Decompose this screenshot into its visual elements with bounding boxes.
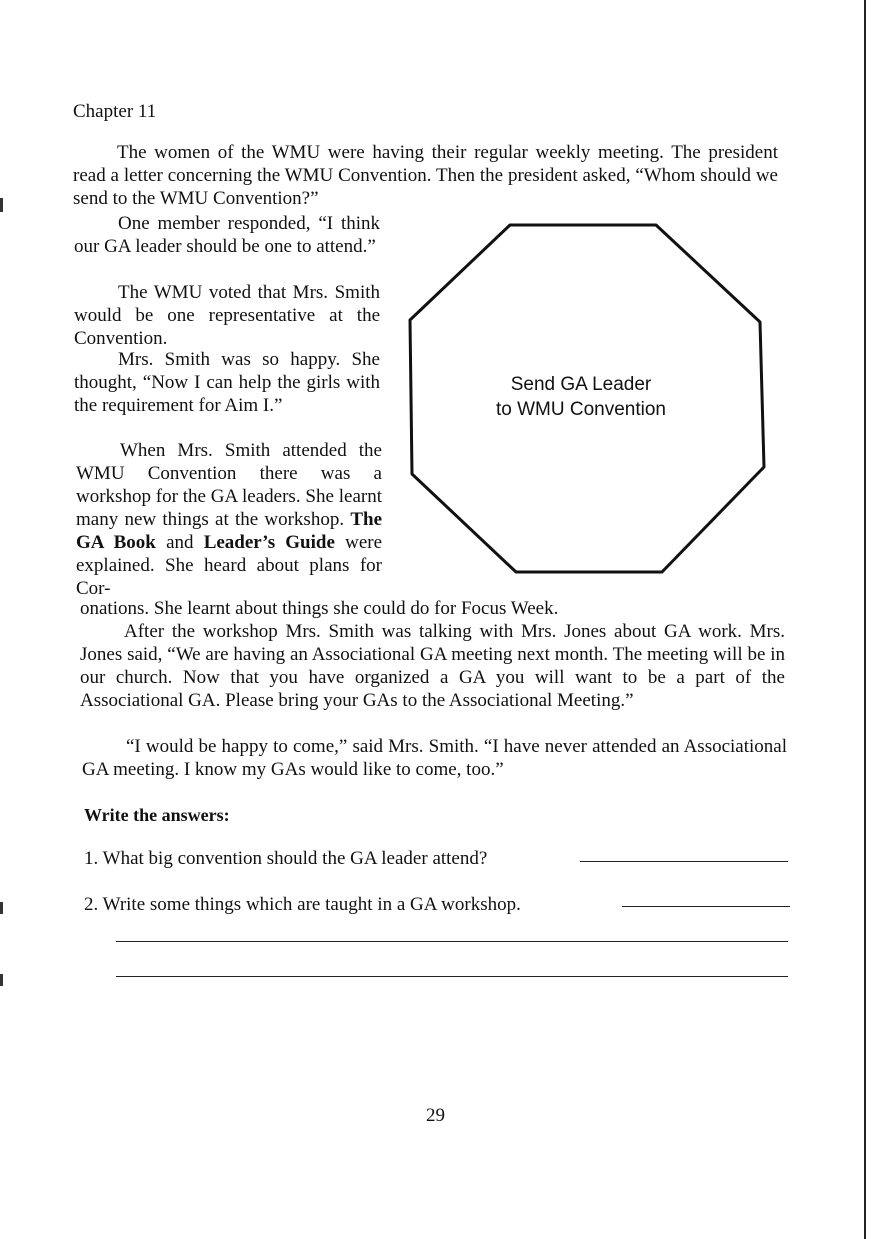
story-paragraph-vote: The WMU voted that Mrs. Smith would be one representative at the Convention. [74,282,380,349]
workshop-text-start: When Mrs. Smith attended the WMU Convention there was a workshop for the GA leaders. She learnt many new things at the workshop. [76,440,382,530]
sign-line-1: Send GA Leader [510,374,652,395]
question-1: 1. What big convention should the GA leader attend? [84,848,488,869]
answer-line-4[interactable] [116,976,788,977]
story-paragraph-happy: Mrs. Smith was so happy. She thought, “Now I can help the girls with the requirement for Aim I.” [74,349,380,416]
intro-paragraph: The women of the WMU were having their regular weekly meeting. The president read a letter concerning the WMU Convention. Then the president asked, “Whom should we send to the WMU Convention?” [73,142,778,209]
answers-heading: Write the answers: [84,805,230,825]
sign-line-2: to WMU Convention [495,399,666,420]
workshop-text-and: and [166,532,194,553]
workshop-text-end: were explained. She heard about plans for Cor- [76,532,383,599]
book-title-ga-book: The GA Book [76,509,383,553]
story-paragraph-jones: After the workshop Mrs. Smith was talking with Mrs. Jones about GA work. Mrs. Jones said, “We are having an Associational GA meeting next month. The meeting will be in our church. Now that you have organized a GA you will want to be a part of the Associational GA. Please bring your GAs to the Associational Meeting.” [80,621,785,711]
page-number: 29 [426,1105,445,1126]
page-edge-line [864,0,866,1239]
answer-line-2[interactable] [622,906,790,907]
story-paragraph-reply: “I would be happy to come,” said Mrs. Smith. “I have never attended an Associational GA meeting. I know my GAs would like to come, too.” [82,736,787,780]
book-title-leaders-guide: Leader’s Guide [203,532,335,553]
question-2: 2. Write some things which are taught in a GA workshop. [84,894,521,915]
scan-mark [0,902,3,914]
scan-mark [0,974,3,986]
answer-line-1[interactable] [580,861,788,862]
story-continuation: onations. She learnt about things she could do for Focus Week. [80,598,559,619]
answer-line-3[interactable] [116,941,788,942]
scan-mark [0,198,3,212]
story-paragraph-workshop-start [76,439,382,600]
story-paragraph-member: One member responded, “I think our GA leader should be one to attend.” [74,213,380,257]
stop-sign-text [408,372,754,422]
chapter-heading: Chapter 11 [73,101,157,122]
